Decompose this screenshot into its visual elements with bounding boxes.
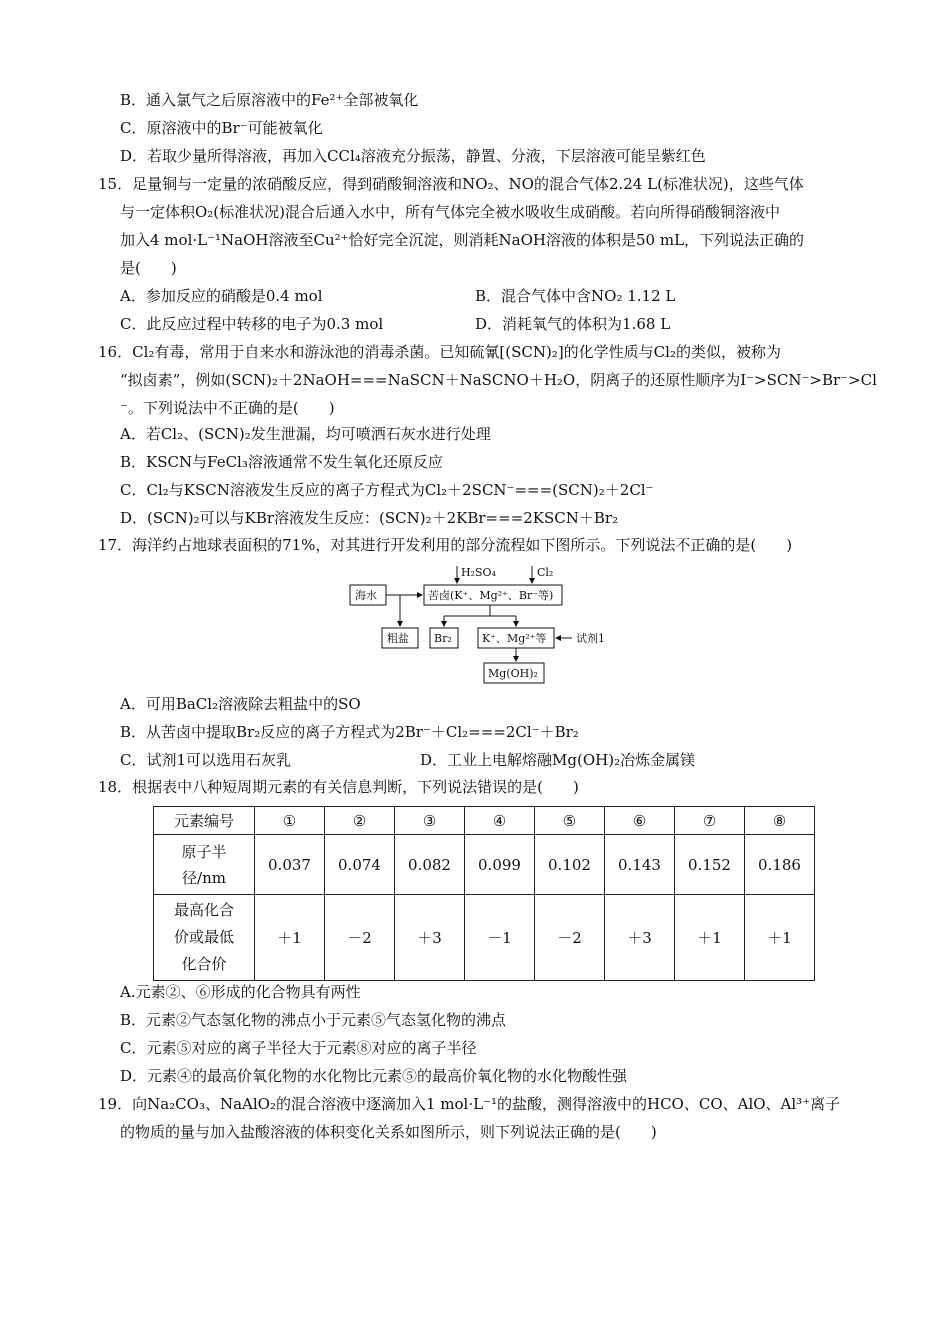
q16-option-a: A．若Cl₂、(SCN)₂发生泄漏，均可喷洒石灰水进行处理 (120, 425, 491, 443)
q18-option-d: D．元素④的最高价氧化物的水化物比元素⑤的最高价氧化物的水化物酸性强 (120, 1067, 628, 1085)
valence-cell: －1 (465, 895, 535, 981)
seawater-label: 海水 (355, 589, 377, 602)
q15-option-c: C．此反应过程中转移的电子为0.3 mol (120, 315, 384, 333)
valence-cell: ＋3 (605, 895, 675, 981)
radius-label-line: 径/nm (182, 868, 226, 887)
radius-cell: 0.102 (535, 835, 605, 895)
crude-salt-label: 粗盐 (387, 632, 409, 645)
radius-cell: 0.186 (745, 835, 815, 895)
radius-cell: 0.143 (605, 835, 675, 895)
q15-stem-line1: 15．足量铜与一定量的浓硝酸反应，得到硝酸铜溶液和NO₂、NO的混合气体2.24 L(标准状况)，这些气体 (98, 175, 804, 193)
cl2-label: Cl₂ (537, 566, 554, 579)
q17-stem: 17．海洋约占地球表面积的71%，对其进行开发利用的部分流程如下图所示。下列说法不正确的是( ) (98, 536, 793, 554)
valence-label-line: 最高化合 (173, 901, 234, 919)
valence-cell: ＋1 (745, 895, 815, 981)
radius-label-cell (154, 835, 255, 895)
valence-label-line: 化合价 (181, 955, 227, 973)
brine-label: 苦卤(K⁺、Mg²⁺、Br⁻等) (428, 589, 554, 602)
element-info-table (153, 806, 815, 981)
mgoh2-label: Mg(OH)₂ (488, 667, 538, 680)
valence-cell: ＋1 (675, 895, 745, 981)
q18-stem: 18．根据表中八种短周期元素的有关信息判断，下列说法错误的是( ) (98, 778, 579, 796)
valence-label-cell (154, 895, 255, 981)
table-header-cell: ⑥ (605, 807, 675, 835)
q16-option-d: D．(SCN)₂可以与KBr溶液发生反应：(SCN)₂＋2KBr===2KSCN＋Br₂ (120, 509, 619, 527)
table-header-cell: ③ (395, 807, 465, 835)
q16-option-c: C．Cl₂与KSCN溶液发生反应的离子方程式为Cl₂＋2SCN⁻===(SCN)₂＋2Cl⁻ (120, 481, 654, 499)
q19-stem-line1: 19．向Na₂CO₃、NaAlO₂的混合溶液中逐滴加入1 mol·L⁻¹的盐酸，测得溶液中的HCO、CO、AlO、Al³⁺离子 (98, 1095, 841, 1113)
br2-label: Br₂ (434, 632, 452, 645)
reagent1-label: 试剂1 (576, 632, 605, 645)
valence-cell: ＋3 (395, 895, 465, 981)
valence-label-line: 价或最低 (173, 928, 234, 946)
seawater-flow-diagram (340, 558, 620, 688)
radius-cell: 0.099 (465, 835, 535, 895)
q18-option-a: A.元素②、⑥形成的化合物具有两性 (120, 983, 361, 1001)
q16-stem-line1: 16．Cl₂有毒，常用于自来水和游泳池的消毒杀菌。已知硫氰[(SCN)₂]的化学性质与Cl₂的类似，被称为 (98, 343, 781, 361)
q17-option-b: B．从苦卤中提取Br₂反应的离子方程式为2Br⁻＋Cl₂===2Cl⁻＋Br₂ (120, 723, 579, 741)
h2so4-label: H₂SO₄ (461, 566, 496, 579)
table-header-cell: ⑤ (535, 807, 605, 835)
table-header-cell: ⑦ (675, 807, 745, 835)
radius-cell: 0.082 (395, 835, 465, 895)
q15-option-b: B．混合气体中含NO₂ 1.12 L (475, 287, 676, 305)
q15-stem-line3: 加入4 mol·L⁻¹NaOH溶液至Cu²⁺恰好完全沉淀，则消耗NaOH溶液的体积是50 mL，下列说法正确的 (120, 231, 805, 249)
q17-option-c: C．试剂1可以选用石灰乳 (120, 751, 292, 769)
q14-option-c: C．原溶液中的Br⁻可能被氧化 (120, 119, 323, 137)
q15-stem-line2: 与一定体积O₂(标准状况)混合后通入水中，所有气体完全被水吸收生成硝酸。若向所得硝酸铜溶液中 (120, 203, 781, 221)
table-header-cell: ⑧ (745, 807, 815, 835)
radius-label-line: 原子半 (181, 842, 227, 861)
q19-stem-line2: 的物质的量与加入盐酸溶液的体积变化关系如图所示，则下列说法正确的是( ) (120, 1123, 657, 1141)
table-row-radius (154, 835, 815, 895)
kmg-label: K⁺、Mg²⁺等 (482, 632, 547, 645)
q17-option-a: A．可用BaCl₂溶液除去粗盐中的SO (120, 695, 361, 713)
valence-cell: ＋1 (255, 895, 325, 981)
q18-option-b: B．元素②气态氢化物的沸点小于元素⑤气态氢化物的沸点 (120, 1011, 507, 1029)
q17-option-d: D．工业上电解熔融Mg(OH)₂冶炼金属镁 (420, 751, 696, 769)
q15-stem-line4: 是( ) (120, 259, 177, 277)
radius-cell: 0.074 (325, 835, 395, 895)
q16-option-b: B．KSCN与FeCl₃溶液通常不发生氧化还原反应 (120, 453, 443, 471)
valence-cell: －2 (535, 895, 605, 981)
q18-option-c: C．元素⑤对应的离子半径大于元素⑧对应的离子半径 (120, 1039, 477, 1057)
q14-option-d: D．若取少量所得溶液，再加入CCl₄溶液充分振荡，静置、分液，下层溶液可能呈紫红色 (120, 147, 706, 165)
table-header-row (154, 807, 815, 835)
table-row-valence (154, 895, 815, 981)
radius-cell: 0.037 (255, 835, 325, 895)
q16-stem-line3: ⁻。下列说法中不正确的是( ) (120, 399, 335, 417)
table-header-cell: ② (325, 807, 395, 835)
q15-option-d: D．消耗氧气的体积为1.68 L (475, 315, 671, 333)
table-header-cell: 元素编号 (154, 807, 255, 835)
valence-cell: －2 (325, 895, 395, 981)
radius-cell: 0.152 (675, 835, 745, 895)
q15-option-a: A．参加反应的硝酸是0.4 mol (120, 287, 323, 305)
table-header-cell: ④ (465, 807, 535, 835)
q14-option-b: B．通入氯气之后原溶液中的Fe²⁺全部被氧化 (120, 91, 419, 109)
q16-stem-line2: “拟卤素”，例如(SCN)₂＋2NaOH===NaSCN＋NaSCNO＋H₂O，阴离子的还原性顺序为I⁻>SCN⁻>Br⁻>Cl (120, 371, 877, 389)
table-header-cell: ① (255, 807, 325, 835)
